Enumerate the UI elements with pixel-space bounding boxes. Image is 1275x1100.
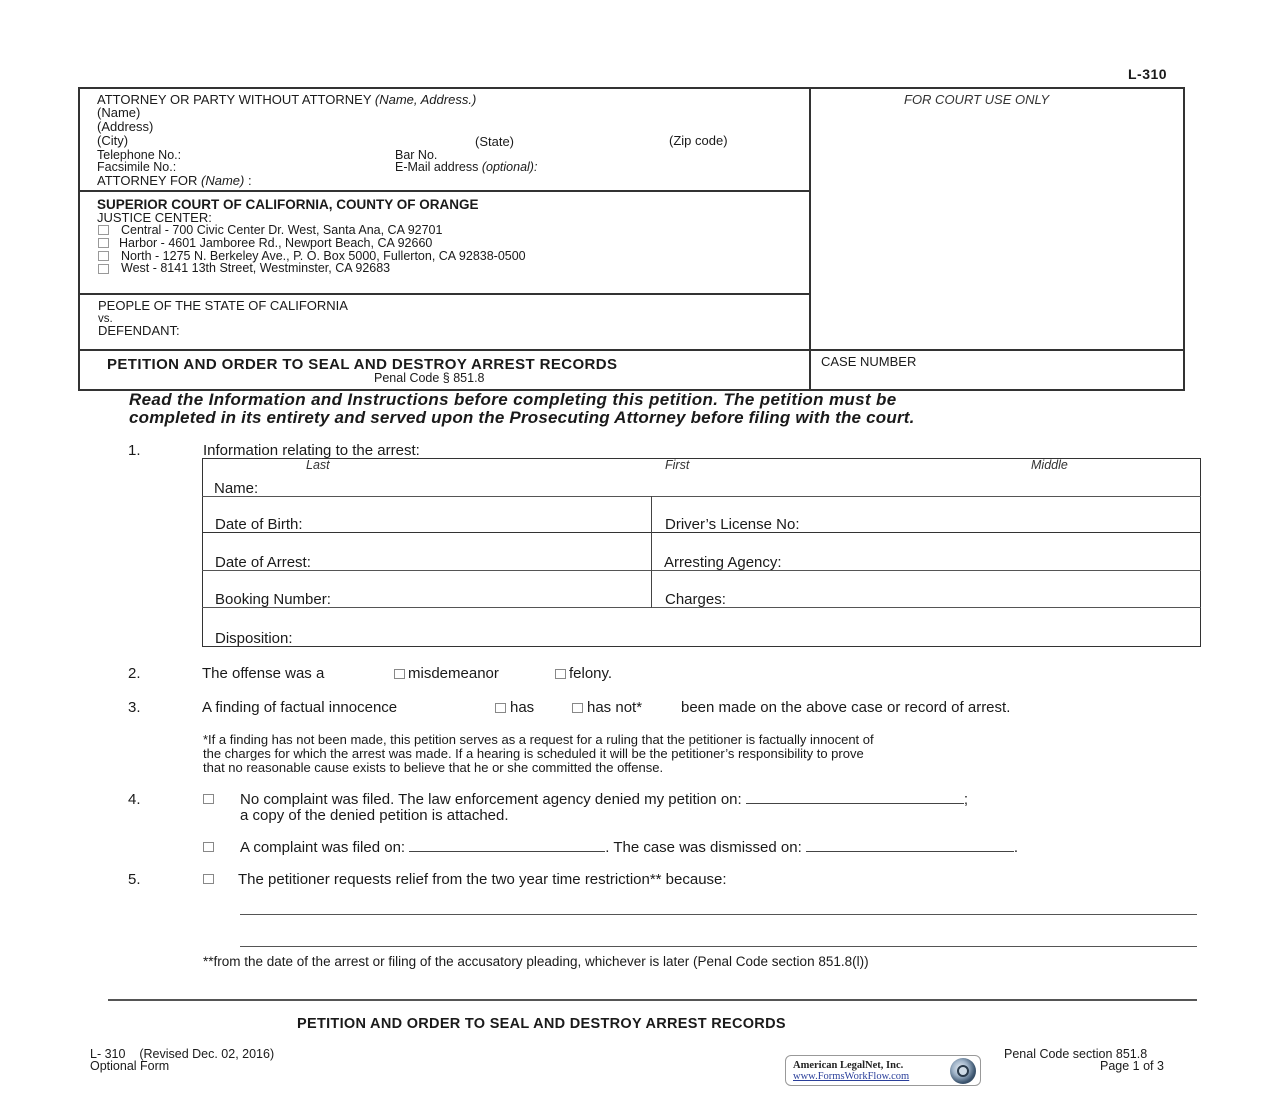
row-divider <box>202 496 1201 497</box>
divider <box>78 349 1185 351</box>
complaint-filed-date-field[interactable] <box>409 840 605 852</box>
section-2-number: 2. <box>128 665 141 682</box>
telephone-label[interactable]: Telephone No.: <box>97 148 182 162</box>
name-field[interactable]: Name: <box>214 480 259 497</box>
petition-title: PETITION AND ORDER TO SEAL AND DESTROY ARREST RECORDS <box>107 356 618 373</box>
form-revision: L- 310 (Revised Dec. 02, 2016) <box>90 1047 275 1061</box>
dismissed-text: . The case was dismissed on: <box>605 839 802 856</box>
center-central: Central - 700 Civic Center Dr. West, Santa Ana, CA 92701 <box>121 223 443 237</box>
defendant-label[interactable]: DEFENDANT: <box>98 323 180 338</box>
name-header-first: First <box>665 458 690 472</box>
semicolon: ; <box>963 791 969 808</box>
attorney-address[interactable]: (Address) <box>97 119 154 134</box>
attorney-state[interactable]: (State) <box>475 134 515 149</box>
complaint-filed-line <box>240 840 1018 856</box>
colon: : <box>244 173 252 188</box>
section-3-number: 3. <box>128 699 141 716</box>
instructions-line-2: completed in its entirety and served upon the Prosecuting Attorney before filing with the court. <box>129 408 915 427</box>
american-legalnet-logo[interactable] <box>785 1055 981 1086</box>
no-complaint-line-2: a copy of the denied petition is attached. <box>240 807 509 824</box>
reason-line-1[interactable] <box>240 914 1197 915</box>
note-line-3: that no reasonable cause exists to believe that he or she committed the offense. <box>203 760 664 775</box>
email-optional: (optional): <box>481 160 538 174</box>
section-2-text: The offense was a <box>202 665 325 682</box>
reason-line-2[interactable] <box>240 946 1197 947</box>
center-harbor: Harbor - 4601 Jamboree Rd., Newport Beach, CA 92660 <box>119 236 433 250</box>
column-divider <box>651 496 652 608</box>
attorney-for-hint: (Name) <box>201 173 245 188</box>
attorney-for-label: ATTORNEY FOR <box>97 173 198 188</box>
checkbox-north[interactable] <box>98 251 109 261</box>
email-label: E-Mail address <box>395 160 479 174</box>
arrest-info-table <box>202 458 1201 647</box>
checkbox-west[interactable] <box>98 264 109 274</box>
section-5-number: 5. <box>128 871 141 888</box>
booking-field[interactable]: Booking Number: <box>215 591 331 608</box>
footer-penal-code: Penal Code section 851.8 <box>1004 1047 1148 1061</box>
logo-url[interactable]: www.FormsWorkFlow.com <box>793 1071 910 1082</box>
checkbox-misdemeanor[interactable] <box>394 669 405 679</box>
denied-date-field[interactable] <box>746 792 964 804</box>
vs-label: vs. <box>98 313 113 325</box>
court-title: SUPERIOR COURT OF CALIFORNIA, COUNTY OF ORANGE <box>97 197 479 212</box>
penal-code-ref: Penal Code § 851.8 <box>374 371 485 385</box>
no-complaint-text: No complaint was filed. The law enforcement agency denied my petition on: <box>240 791 742 808</box>
disposition-field[interactable]: Disposition: <box>215 630 293 647</box>
section-3-text: A finding of factual innocence <box>202 699 398 716</box>
divider <box>78 293 811 295</box>
fax-label[interactable]: Facsimile No.: <box>97 160 177 174</box>
complaint-filed-text: A complaint was filed on: <box>240 839 406 856</box>
justice-center-label: JUSTICE CENTER: <box>97 210 212 225</box>
checkbox-harbor[interactable] <box>98 238 109 248</box>
attorney-name[interactable]: (Name) <box>97 105 141 120</box>
checkbox-no-complaint[interactable] <box>203 794 214 804</box>
footer-divider <box>108 999 1197 1001</box>
checkbox-has[interactable] <box>495 703 506 713</box>
arrest-date-field[interactable]: Date of Arrest: <box>215 554 311 571</box>
section-5-footnote: **from the date of the arrest or filing of the accusatory pleading, whichever is later (Penal Code section 851.8(l)) <box>203 954 869 969</box>
page-number: Page 1 of 3 <box>1100 1059 1164 1073</box>
dismissed-date-field[interactable] <box>806 840 1014 852</box>
period: . <box>1013 839 1019 856</box>
note-line-2: the charges for which the arrest was made. If a hearing is scheduled it will be the petitioner’s responsibility to prove <box>203 746 864 761</box>
globe-icon <box>950 1058 976 1084</box>
divider <box>78 190 811 192</box>
agency-field[interactable]: Arresting Agency: <box>664 554 782 571</box>
charges-field[interactable]: Charges: <box>665 591 726 608</box>
checkbox-central[interactable] <box>98 225 109 235</box>
attorney-title-hint: (Name, Address.) <box>374 92 477 107</box>
option-has-not: has not* <box>587 699 643 716</box>
note-line-1: *If a finding has not been made, this petition serves as a request for a ruling that the petitioner is factually innocent of <box>203 732 874 747</box>
name-header-last: Last <box>306 458 330 472</box>
people-label: PEOPLE OF THE STATE OF CALIFORNIA <box>98 298 348 313</box>
footer-title: PETITION AND ORDER TO SEAL AND DESTROY ARREST RECORDS <box>297 1016 786 1032</box>
instructions-line-1: Read the Information and Instructions before completing this petition. The petition must be <box>129 390 897 409</box>
header-right-box <box>809 87 1185 391</box>
attorney-zip[interactable]: (Zip code) <box>669 133 728 148</box>
email-field[interactable] <box>395 161 537 174</box>
center-north: North - 1275 N. Berkeley Ave., P. O. Box 5000, Fullerton, CA 92838-0500 <box>121 249 526 263</box>
dob-field[interactable]: Date of Birth: <box>215 516 303 533</box>
section-1-label: Information relating to the arrest: <box>203 442 420 459</box>
license-field[interactable]: Driver’s License No: <box>665 516 800 533</box>
attorney-title: ATTORNEY OR PARTY WITHOUT ATTORNEY <box>97 92 372 107</box>
center-west: West - 8141 13th Street, Westminster, CA 92683 <box>121 261 391 275</box>
case-number-label[interactable]: CASE NUMBER <box>821 354 917 369</box>
optional-form: Optional Form <box>90 1059 170 1073</box>
bar-number-label[interactable]: Bar No. <box>395 148 438 162</box>
no-complaint-line <box>240 792 968 808</box>
checkbox-felony[interactable] <box>555 669 566 679</box>
checkbox-has-not[interactable] <box>572 703 583 713</box>
checkbox-complaint-filed[interactable] <box>203 842 214 852</box>
section-3-suffix: been made on the above case or record of arrest. <box>681 699 1011 716</box>
section-1-number: 1. <box>128 442 141 459</box>
court-use-label: FOR COURT USE ONLY <box>904 92 1050 107</box>
form-id: L-310 <box>1128 66 1168 82</box>
option-misdemeanor: misdemeanor <box>408 665 499 682</box>
section-5-text: The petitioner requests relief from the two year time restriction** because: <box>238 871 727 888</box>
attorney-for-field[interactable] <box>97 174 252 188</box>
logo-company: American LegalNet, Inc. <box>793 1060 904 1071</box>
attorney-city[interactable]: (City) <box>97 133 129 148</box>
section-4-number: 4. <box>128 791 141 808</box>
name-header-middle: Middle <box>1031 458 1068 472</box>
option-has: has <box>510 699 535 716</box>
option-felony: felony. <box>569 665 613 682</box>
checkbox-relief[interactable] <box>203 874 214 884</box>
